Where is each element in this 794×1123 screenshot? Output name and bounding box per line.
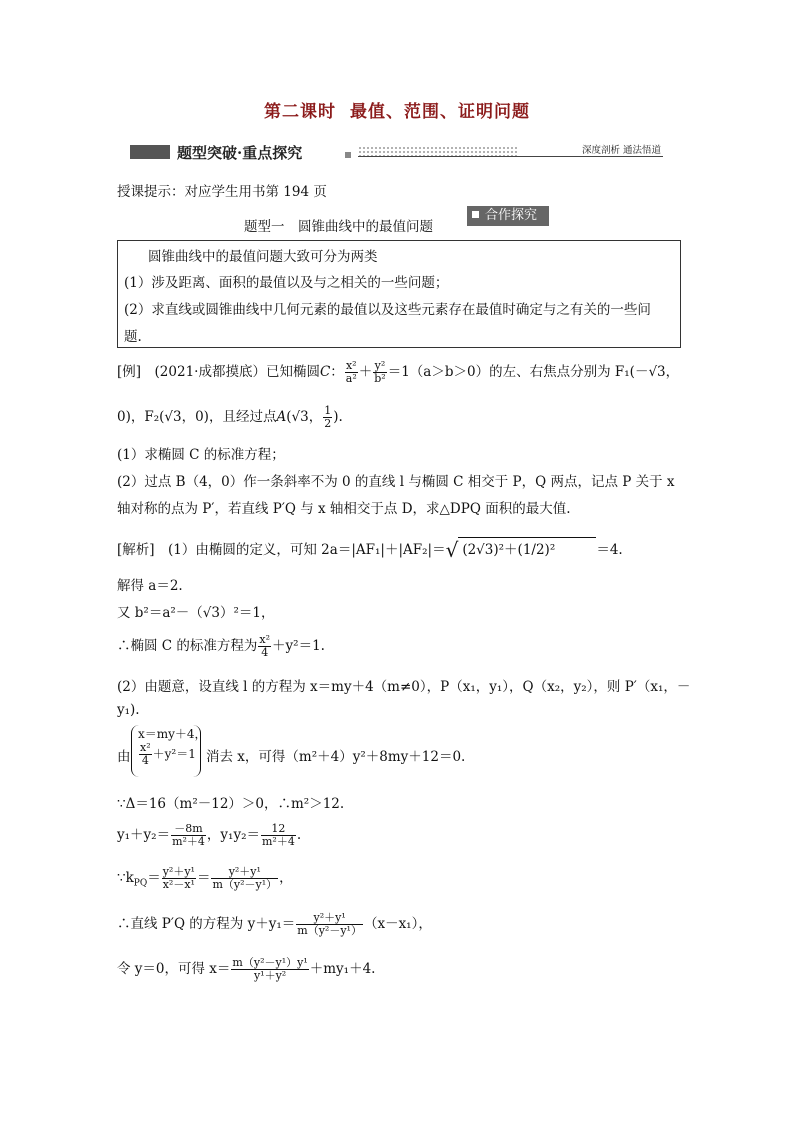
solution-line-10: ∴直线 P′Q 的方程为 y＋y₁＝ $\frac{\text{y²＋y¹}}{\text{m（y²－y¹）}}$ （x－x₁）， bbox=[117, 911, 432, 937]
box-line-2: (1）涉及距离、面积的最值以及与之相关的一些问题； bbox=[124, 275, 449, 291]
banner-square-icon bbox=[345, 152, 351, 158]
solution-line-7: ∵Δ＝16（m²－12）＞0，∴m²＞12. bbox=[117, 796, 345, 812]
solution-line-6: 由 bbox=[117, 749, 131, 765]
solution-line-9: $\because k_{PQ}=$ $\frac{\text{y²＋y¹}}{\text{x²－x¹}}$ ＝ $\frac{\text{y²＋y¹}}{\text{m（y²－y¹）}}$ ， bbox=[117, 865, 293, 891]
banner-dot-pattern bbox=[358, 146, 518, 156]
solution-line-8: y₁＋y₂＝ $\frac{-8m}{\text{m²＋4}}$ ，y₁y₂＝ $\frac{12}{\text{m²＋4}}$ . bbox=[117, 822, 302, 848]
example-line-2: 0)，F₂(√3，0)，且经过点A(√3， $\frac{1}{2}$ ). bbox=[117, 404, 343, 430]
solution-line-6b: 消去 x，可得（m²＋4）y²＋8my＋12＝0. bbox=[206, 749, 466, 765]
equation-system: x＝my＋4， $\frac{\text{x²}}{4}$ ＋y²＝1 bbox=[131, 725, 201, 777]
solution-line-11: 令 y＝0，可得 x＝ $\frac{\text{m（y²－y¹）y¹}}{\text{y¹＋y²}}$ ＋my₁＋4. bbox=[117, 956, 376, 982]
box-line-3: (2）求直线或圆锥曲线中几何元素的最值以及这些元素存在最值时确定与之有关的一些问 bbox=[124, 302, 651, 318]
summary-box bbox=[117, 240, 681, 348]
box-line-4: 题. bbox=[124, 329, 142, 345]
example-part-1: (1）求椭圆 C 的标准方程； bbox=[117, 447, 285, 463]
solution-line-3: 又 b²＝a²－（√3）²＝1， bbox=[117, 605, 275, 621]
example-part-2a: (2）过点 B（4，0）作一条斜率不为 0 的直线 l 与椭圆 C 相交于 P，Q 两点，记点 P 关于 x bbox=[117, 474, 675, 490]
solution-line-1: [解析] (1）由椭圆的定义，可知 2a＝|AF₁|＋|AF₂|＝√ (2√3)²＋(1/2)² ＝4. bbox=[117, 538, 623, 562]
example-part-2b: 轴对称的点为 P′，若直线 P′Q 与 x 轴相交于点 D，求△DPQ 面积的最大值. bbox=[117, 501, 571, 517]
lecture-hint: 授课提示：对应学生用书第 194 页 bbox=[117, 184, 327, 200]
square-icon bbox=[472, 211, 479, 218]
page-title: 第二课时 最值、范围、证明问题 bbox=[264, 102, 530, 122]
solution-line-5b: y₁). bbox=[117, 702, 140, 718]
solution-line-2: 解得 a＝2. bbox=[117, 578, 183, 594]
banner-rule bbox=[358, 156, 663, 157]
box-line-1: 圆锥曲线中的最值问题大致可分为两类 bbox=[148, 249, 378, 265]
solution-line-5a: (2）由题意，设直线 l 的方程为 x＝my＋4（m≠0），P（x₁，y₁），Q（x₂，y₂），则 P′（x₁，－ bbox=[117, 679, 691, 695]
banner-label: 题型突破·重点探究 bbox=[177, 144, 303, 162]
banner-block bbox=[130, 145, 170, 159]
example-line-1: [例] (2021·成都摸底）已知椭圆C： $\frac{\text{x²}}{\text{a²}}$ ＋ $\frac{\text{y²}}{\text{b²}}$ ＝1（a＞b＞0）的左、右焦点分别为 F₁(－√3， bbox=[117, 359, 680, 385]
section-banner bbox=[130, 142, 663, 162]
type-title: 题型一 圆锥曲线中的最值问题 bbox=[244, 219, 433, 235]
banner-tag: 深度剖析 通法悟道 bbox=[581, 145, 661, 156]
coop-badge: 合作探究 bbox=[467, 206, 549, 226]
solution-line-4: ∴椭圆 C 的标准方程为 $\frac{\text{x²}}{4}$ ＋y²＝1. bbox=[117, 633, 325, 659]
